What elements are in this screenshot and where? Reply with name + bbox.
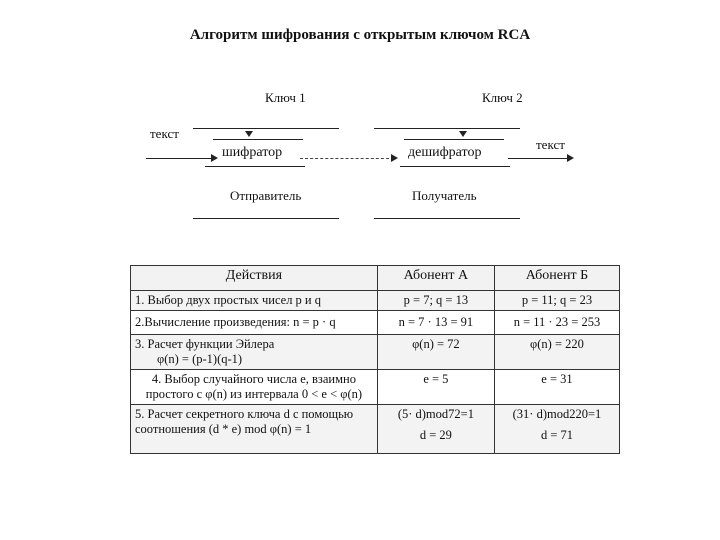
- encryptor-bottom-line: [205, 166, 305, 167]
- header-subscriber-a: Абонент А: [377, 266, 494, 291]
- decryptor-label: дешифратор: [408, 145, 482, 160]
- subscriber-b-cell: [494, 370, 619, 405]
- action-text-cont: соотношения (d * e) mod φ(n) = 1: [135, 422, 312, 436]
- encryptor-inner-line: [213, 139, 303, 140]
- input-arrow-line: [146, 158, 212, 159]
- channel-arrow-icon: [391, 154, 398, 162]
- output-arrow-icon: [567, 154, 574, 162]
- table-row: [131, 405, 620, 454]
- equation-a: (5· d)mod72=1: [397, 407, 474, 421]
- value-b: φ(n) = 220: [530, 337, 584, 351]
- value-a: n = 7 · 13 = 91: [398, 315, 474, 329]
- key2-label: Ключ 2: [482, 90, 523, 105]
- sender-label: Отправитель: [230, 188, 302, 203]
- action-text: 3. Расчет функции Эйлера: [135, 337, 275, 351]
- value-b: e = 31: [541, 372, 573, 386]
- subscriber-a-cell: [377, 405, 494, 454]
- action-cell: [131, 311, 378, 335]
- decryptor-top-line: [374, 128, 520, 129]
- receiver-line: [374, 218, 520, 219]
- encryptor-top-line: [193, 128, 339, 129]
- input-arrow-icon: [211, 154, 218, 162]
- output-arrow-line: [508, 158, 568, 159]
- table-row: [131, 311, 620, 335]
- encryption-diagram: [0, 0, 720, 240]
- value-b: n = 11 · 23 = 253: [513, 315, 601, 329]
- header-subscriber-b: Абонент Б: [494, 266, 619, 291]
- header-actions: Действия: [131, 266, 378, 291]
- subscriber-b-cell: [494, 291, 619, 311]
- value-a: e = 5: [423, 372, 449, 386]
- table-row: [131, 370, 620, 405]
- subscriber-a-cell: [377, 291, 494, 311]
- result-a: d = 29: [419, 428, 452, 442]
- subscriber-a-cell: [377, 370, 494, 405]
- key2-arrow-icon: [459, 131, 467, 137]
- channel-line: [300, 158, 394, 159]
- action-text: 2.Вычисление произведения: n = p · q: [135, 315, 336, 329]
- sender-line: [193, 218, 339, 219]
- action-text: 5. Расчет секретного ключа d с помощью: [135, 407, 354, 421]
- action-formula: φ(n) = (p-1)(q-1): [157, 352, 243, 366]
- subscriber-a-cell: [377, 311, 494, 335]
- subscriber-b-cell: [494, 311, 619, 335]
- action-cell: [131, 291, 378, 311]
- result-b: d = 71: [540, 428, 573, 442]
- rsa-steps-table: [130, 265, 620, 454]
- key1-arrow-icon: [245, 131, 253, 137]
- input-text-label: текст: [150, 126, 179, 141]
- table-header-row: [131, 266, 620, 291]
- output-text-label: текст: [536, 137, 565, 152]
- value-b: p = 11; q = 23: [521, 293, 593, 307]
- subscriber-b-cell: [494, 335, 619, 370]
- action-cell: [131, 405, 378, 454]
- table-row: [131, 291, 620, 311]
- subscriber-b-cell: [494, 405, 619, 454]
- action-cell: [131, 370, 378, 405]
- action-text: 4. Выбор случайного числа e, взаимно: [151, 372, 356, 386]
- decryptor-bottom-line: [400, 166, 510, 167]
- action-text-cont: простого с φ(n) из интервала 0 < e < φ(n): [145, 387, 363, 401]
- decryptor-inner-line: [404, 139, 504, 140]
- action-cell: [131, 335, 378, 370]
- action-text: 1. Выбор двух простых чисел p и q: [135, 293, 321, 307]
- page-title: Алгоритм шифрования с открытым ключом RCA: [189, 27, 531, 43]
- equation-b: (31· d)mod220=1: [512, 407, 602, 421]
- subscriber-a-cell: [377, 335, 494, 370]
- encryptor-label: шифратор: [222, 145, 283, 160]
- receiver-label: Получатель: [412, 188, 477, 203]
- table-row: [131, 335, 620, 370]
- value-a: φ(n) = 72: [412, 337, 460, 351]
- key1-label: Ключ 1: [265, 90, 306, 105]
- value-a: p = 7; q = 13: [403, 293, 469, 307]
